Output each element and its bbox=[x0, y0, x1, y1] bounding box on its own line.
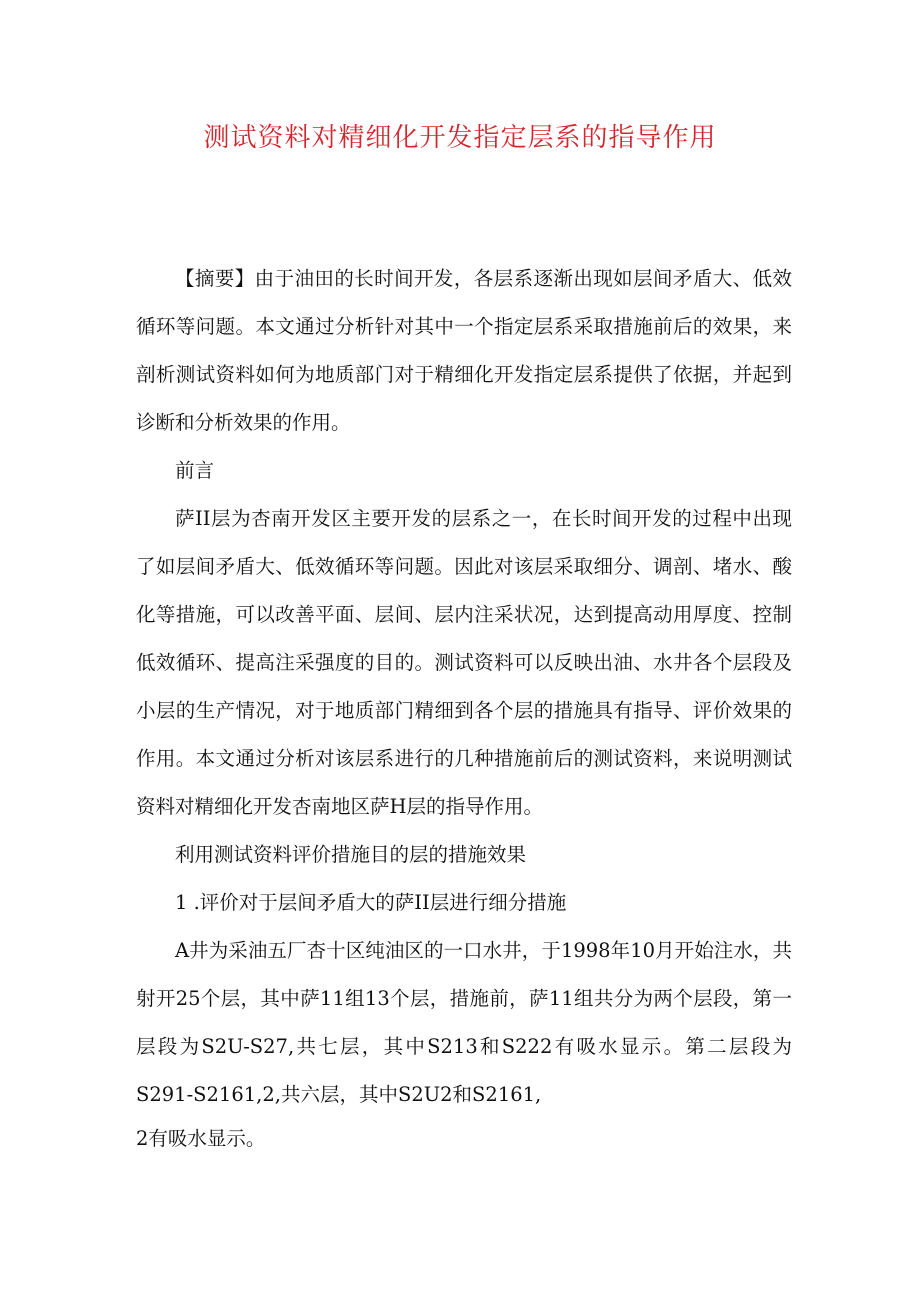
preface-paragraph: 萨II层为杏南开发区主要开发的层系之一，在长时间开发的过程中出现了如层间矛盾大、低效循环等问题。因此对该层采取细分、调剖、堵水、酸化等措施，可以改善平面、层间、层内注采状况，达到提高动用厚度、控制低效循环、提高注采强度的目的。测试资料可以反映出油、水井各个层段及小层的生产情况，对于地质部门精细到各个层的措施具有指导、评价效果的作用。本文通过分析对该层系进行的几种措施前后的测试资料，来说明测试资料对精细化开发杏南地区萨H层的指导作用。 bbox=[136, 507, 792, 818]
body-paragraph-tail: 2有吸水显示。 bbox=[136, 1127, 266, 1150]
body-paragraph: A井为采油五厂杏十区纯油区的一口水井，于1998年10月开始注水，共射开25个层，其中萨11组13个层，措施前，萨11组共分为两个层段，第一层段为S2U-S27,共七层，其中S213和S222有吸水显示。第二层段为S291-S2161,2,共六层，其中S2U2和S2161, bbox=[136, 939, 792, 1106]
document-body bbox=[136, 255, 792, 1159]
subsection-heading: 1 .评价对于层间矛盾大的萨II层进行细分措施 bbox=[175, 891, 567, 914]
preface-heading: 前言 bbox=[175, 459, 215, 482]
document-title: 测试资料对精细化开发指定层系的指导作用 bbox=[203, 123, 717, 153]
abstract-paragraph: 【摘要】由于油田的长时间开发，各层系逐渐出现如层间矛盾大、低效循环等问题。本文通过分析针对其中一个指定层系采取措施前后的效果，来剖析测试资料如何为地质部门对于精细化开发指定层系提供了依据，并起到诊断和分析效果的作用。 bbox=[136, 267, 792, 434]
section-heading: 利用测试资料评价措施目的层的措施效果 bbox=[175, 843, 527, 866]
